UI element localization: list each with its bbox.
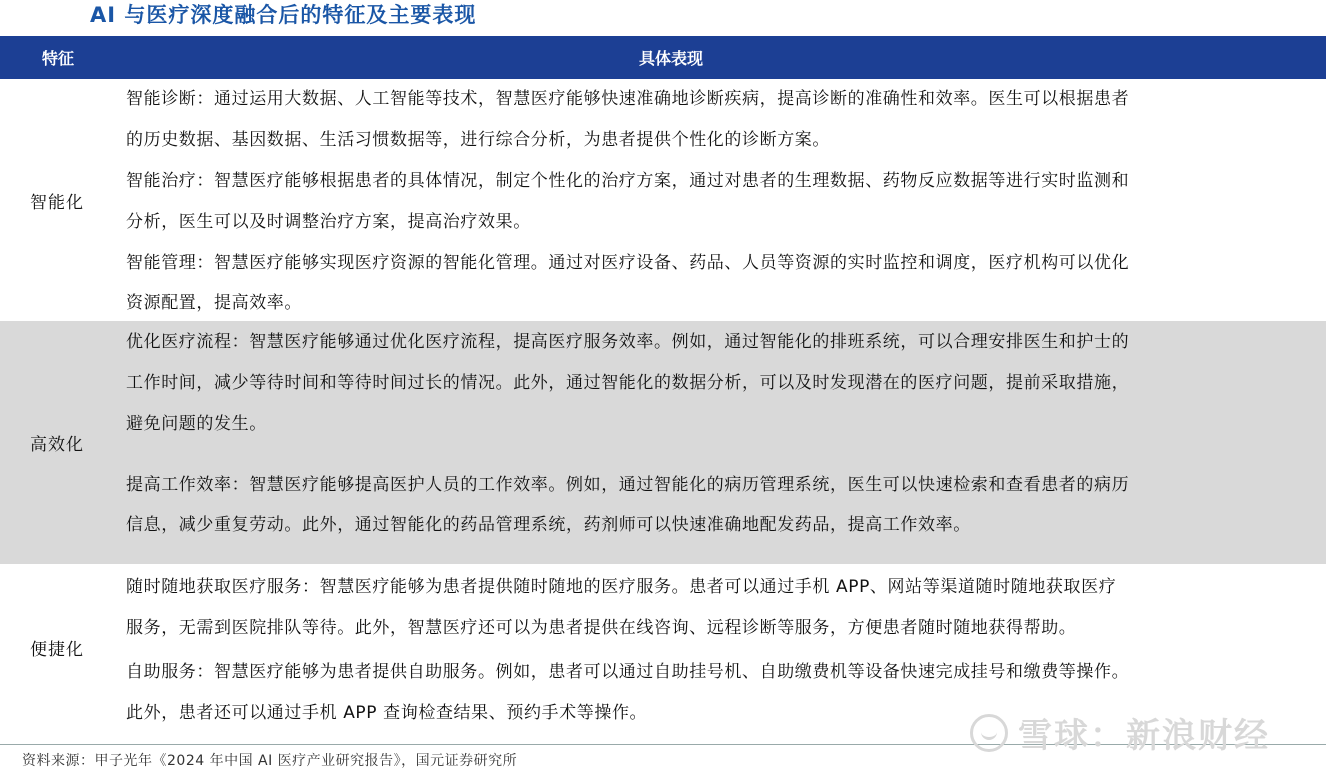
detail-line: 随时随地获取医疗服务：智慧医疗能够为患者提供随时随地的医疗服务。患者可以通过手机 APP、网站等渠道随时随地获取医疗 <box>126 577 1117 597</box>
source-note: 资料来源：甲子光年《2024 年中国 AI 医疗产业研究报告》，国元证券研究所 <box>22 753 518 769</box>
detail-line: 服务，无需到医院排队等待。此外，智慧医疗还可以为患者提供在线咨询、远程诊断等服务，方便患者随时随地获得帮助。 <box>126 618 1077 638</box>
details-cell <box>114 79 1326 321</box>
features-table <box>0 36 1326 731</box>
detail-line: 的历史数据、基因数据、生活习惯数据等，进行综合分析，为患者提供个性化的诊断方案。 <box>126 130 830 150</box>
detail-line: 此外，患者还可以通过手机 APP 查询检查结果、预约手术等操作。 <box>126 703 648 723</box>
detail-line: 优化医疗流程：智慧医疗能够通过优化医疗流程，提高医疗服务效率。例如，通过智能化的排班系统，可以合理安排医生和护士的 <box>126 332 1130 352</box>
header-details: 具体表现 <box>638 49 703 68</box>
feature-label: 智能化 <box>30 192 84 213</box>
detail-line: 提高工作效率：智慧医疗能够提高医护人员的工作效率。例如，通过智能化的病历管理系统，医生可以快速检索和查看患者的病历 <box>126 475 1130 495</box>
table-header <box>0 36 1326 79</box>
detail-line: 避免问题的发生。 <box>126 414 267 434</box>
table-row <box>0 321 1326 564</box>
table-row <box>0 564 1326 731</box>
detail-line: 智能管理：智慧医疗能够实现医疗资源的智能化管理。通过对医疗设备、药品、人员等资源的实时监控和调度，医疗机构可以优化 <box>126 253 1130 273</box>
bottom-divider <box>0 744 1326 745</box>
watermark-text: 雪球：新浪财经 <box>1018 716 1270 756</box>
table-row <box>0 79 1326 321</box>
detail-line: 工作时间，减少等待时间和等待时间过长的情况。此外，通过智能化的数据分析，可以及时发现潜在的医疗问题，提前采取措施， <box>126 373 1130 393</box>
detail-line: 分析，医生可以及时调整治疗方案，提高治疗效果。 <box>126 212 531 232</box>
detail-line: 智能诊断：通过运用大数据、人工智能等技术，智慧医疗能够快速准确地诊断疾病，提高诊断的准确性和效率。医生可以根据患者 <box>126 89 1130 109</box>
header-feature: 特征 <box>41 49 74 68</box>
detail-line: 智能治疗：智慧医疗能够根据患者的具体情况，制定个性化的治疗方案，通过对患者的生理数据、药物反应数据等进行实时监测和 <box>126 171 1130 191</box>
details-cell <box>114 321 1326 564</box>
feature-label: 便捷化 <box>30 640 84 660</box>
page-title: AI 与医疗深度融合后的特征及主要表现 <box>90 3 477 27</box>
feature-label: 高效化 <box>30 435 84 455</box>
details-cell <box>114 564 1326 731</box>
detail-line: 自助服务：智慧医疗能够为患者提供自助服务。例如，患者可以通过自助挂号机、自助缴费机等设备快速完成挂号和缴费等操作。 <box>126 662 1130 682</box>
detail-line: 信息，减少重复劳动。此外，通过智能化的药品管理系统，药剂师可以快速准确地配发药品，提高工作效率。 <box>126 515 971 535</box>
detail-line: 资源配置，提高效率。 <box>126 293 302 313</box>
